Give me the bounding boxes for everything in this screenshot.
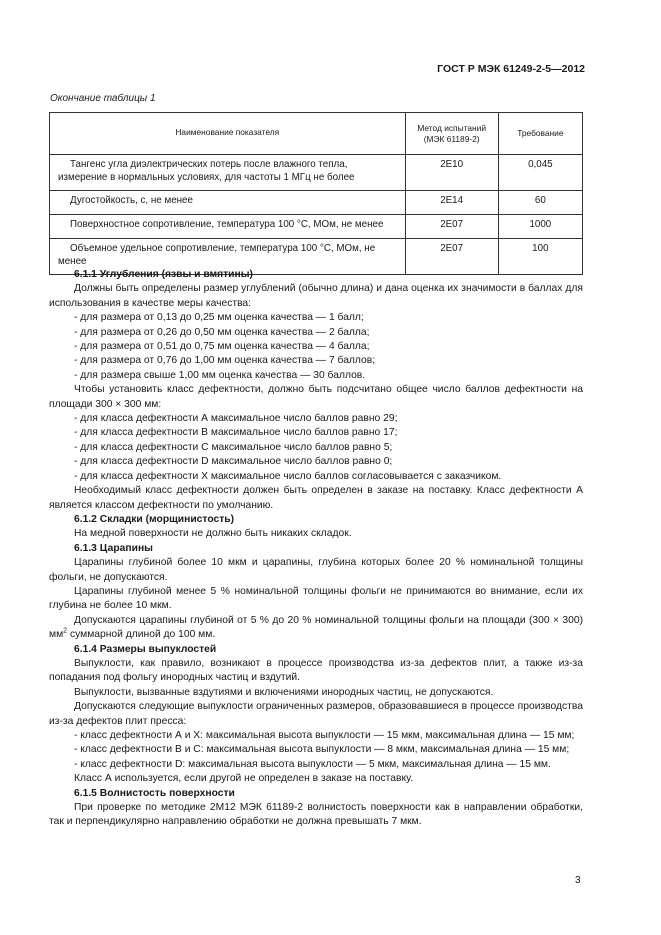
paragraph: Царапины глубиной менее 5 % номинальной толщины фольги не принимаются во внимание, если их глубина не более 10 мкм. [49, 585, 583, 612]
document-body [49, 268, 583, 830]
cell-name: Тангенс угла диэлектрических потерь после влажного тепла, измерение в нормальных условиях, для частоты 1 МГц не более [50, 155, 406, 191]
document-code: ГОСТ Р МЭК 61249-2-5—2012 [437, 63, 585, 75]
table-row [50, 191, 583, 215]
list-item: - для размера от 0,76 до 1,00 мм оценка качества — 7 баллов; [74, 355, 376, 367]
column-header-requirement: Требование [498, 113, 582, 155]
cell-requirement: 60 [498, 191, 582, 215]
paragraph: Выпуклости, как правило, возникают в процессе производства из-за дефектов плит, а также из-за попадания под фольгу инородных частиц и вздутий. [49, 657, 583, 684]
paragraph: Царапины глубиной более 10 мкм и царапины, глубина которых более 20 % номинальной толщины фольги, не допускаются. [49, 557, 583, 583]
paragraph: Должны быть определены размер углублений (обычно длина) и дана оценка их значимости в баллах для использования в качестве меры качества: [49, 283, 583, 309]
paragraph: Допускаются следующие выпуклости ограниченных размеров, образовавшиеся в процессе производства из-за дефектов плит пресса: [49, 701, 583, 727]
table-row [50, 155, 583, 191]
list-item: - класс дефектности А и Х: максимальная высота выпуклости — 15 мкм, максимальная длина — 15 мм; [74, 730, 575, 741]
table-header-row [50, 113, 583, 155]
paragraph: Чтобы установить класс дефектности, должно быть подсчитано общее число баллов дефектности на площади 300 × 300 мм: [49, 384, 583, 410]
paragraph-text: суммарной длиной до 100 мм. [67, 629, 216, 641]
cell-requirement: 0,045 [498, 155, 582, 191]
list-item: - для класса дефектности D максимальное число баллов равно 0; [74, 456, 393, 468]
column-header-name: Наименование показателя [50, 113, 406, 155]
paragraph [49, 614, 583, 643]
section-heading-6-1-3: 6.1.3 Царапины [74, 542, 153, 554]
paragraph: При проверке по методике 2М12 МЭК 61189-2 волнистость поверхности как в направлении обработки, так и перпендикулярно направлению обработки не должна превышать 7 мкм. [49, 802, 583, 828]
paragraph: Выпуклости, вызванные вздутиями и включениями инородных частиц, не допускаются. [74, 686, 494, 698]
list-item: - класс дефектности D: максимальная высота выпуклости — 5 мкм, максимальная длина — 15 мм. [74, 758, 551, 770]
superscript: 2 [63, 627, 68, 635]
list-item: - для размера от 0,26 до 0,50 мм оценка качества — 2 балла; [74, 326, 370, 338]
paragraph: Класс А используется, если другой не определен в заказе на поставку. [74, 773, 414, 785]
cell-requirement: 1000 [498, 215, 582, 239]
paragraph-text: Допускаются царапины глубиной от 5 % до 20 % номинальной толщины фольги на площади (300 × 300) мм [49, 614, 583, 641]
table-caption: Окончание таблицы 1 [50, 93, 156, 104]
list-item: - для размера от 0,51 до 0,75 мм оценка качества — 4 балла; [74, 341, 370, 353]
list-item: - для размера свыше 1,00 мм оценка качества — 30 баллов. [74, 369, 366, 381]
list-item: - для размера от 0,13 до 0,25 мм оценка качества — 1 балл; [74, 312, 364, 324]
cell-method: 2E07 [405, 215, 498, 239]
section-heading-6-1-2: 6.1.2 Складки (морщинистость) [74, 513, 234, 525]
cell-method: 2E14 [405, 191, 498, 215]
list-item: - для класса дефектности В максимальное число баллов равно 17; [74, 427, 398, 439]
list-item: - для класса дефектности С максимальное число баллов равно 5; [74, 441, 393, 453]
cell-method: 2E10 [405, 155, 498, 191]
table-row [50, 215, 583, 239]
section-heading-6-1-5: 6.1.5 Волнистость поверхности [74, 787, 235, 799]
paragraph: Необходимый класс дефектности должен быть определен в заказе на поставку. Класс дефектности А является классом дефектности по умолчанию. [49, 485, 583, 511]
list-item: - для класса дефектности А максимальное число баллов равно 29; [74, 413, 398, 425]
list-item: - класс дефектности В и С: максимальная высота выпуклости — 8 мкм, максимальная длина — 15 мм; [74, 744, 570, 756]
properties-table [49, 112, 583, 275]
cell-name: Дугостойкость, с, не менее [50, 191, 406, 215]
page-number: 3 [575, 875, 581, 886]
cell-name: Поверхностное сопротивление, температура 100 °С, МОм, не менее [50, 215, 406, 239]
cell-requirement: 100 [498, 239, 582, 275]
cell-name: Объемное удельное сопротивление, температура 100 °С, МОм, не менее [50, 239, 406, 275]
section-heading-6-1-4: 6.1.4 Размеры выпуклостей [74, 643, 217, 655]
list-item: - для класса дефектности Х максимальное число баллов согласовывается с заказчиком. [74, 470, 502, 482]
section-heading-6-1-1: 6.1.1 Углубления (язвы и вмятины) [74, 269, 253, 280]
column-header-method: Метод испытаний (МЭК 61189-2) [405, 113, 498, 155]
paragraph: На медной поверхности не должно быть никаких складок. [74, 528, 352, 540]
cell-method: 2E07 [405, 239, 498, 275]
